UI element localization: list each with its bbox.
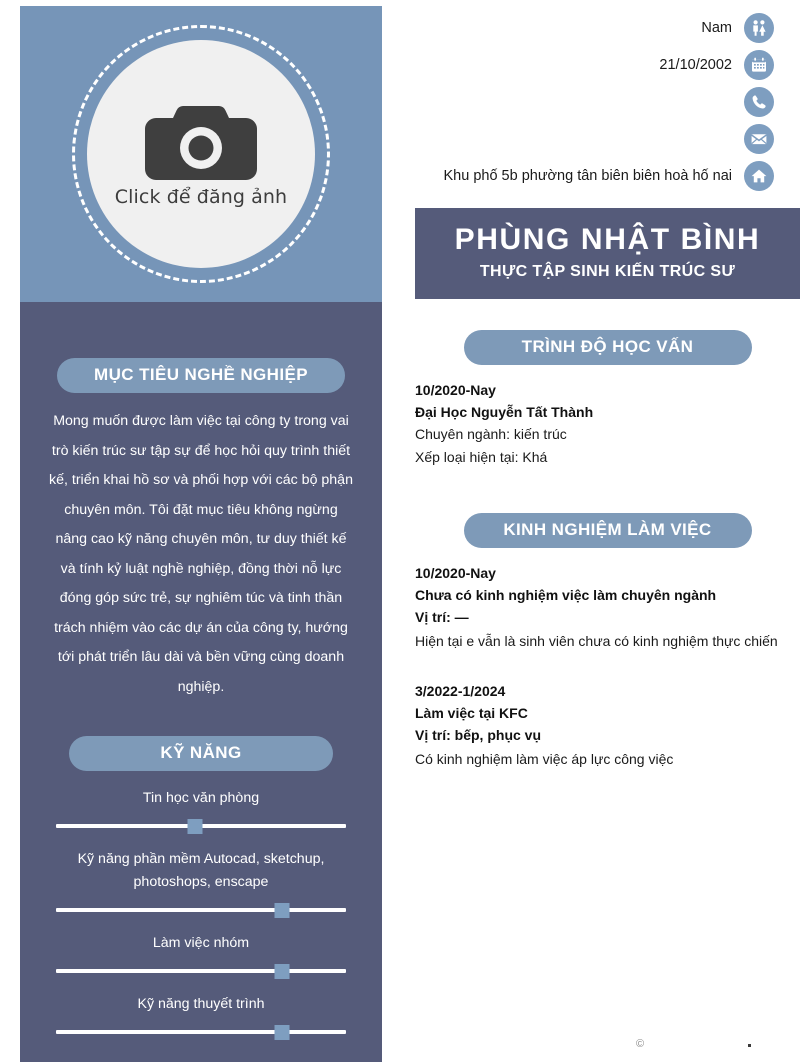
page-title[interactable]: PHÙNG NHẬT BÌNH: [454, 223, 761, 256]
email-icon: [744, 124, 774, 154]
home-icon: [744, 161, 774, 191]
experience-title: Làm việc tại KFC: [415, 705, 528, 721]
footer-dot: [748, 1044, 751, 1047]
slider-track: [56, 969, 346, 973]
skill-item: [38, 787, 364, 836]
experience-entry: [415, 562, 800, 654]
skills-heading: KỸ NĂNG: [69, 736, 333, 771]
skills-list: [38, 787, 364, 1042]
copyright-mark: ©: [636, 1038, 645, 1050]
slider-track: [56, 908, 346, 912]
photo-upload-label: Click để đăng ảnh: [114, 186, 288, 208]
education-school: Đại Học Nguyễn Tất Thành: [415, 404, 594, 420]
contact-row-phone[interactable]: [400, 84, 800, 120]
experience-role: Vị trí: —: [415, 609, 469, 625]
skill-label: Làm việc nhóm: [152, 935, 250, 951]
photo-upload-area[interactable]: [20, 6, 382, 302]
contact-row-address[interactable]: [400, 158, 800, 194]
job-title[interactable]: THỰC TẬP SINH KIẾN TRÚC SƯ: [479, 263, 736, 280]
education-heading: TRÌNH ĐỘ HỌC VẤN: [464, 330, 752, 365]
slider-handle[interactable]: [275, 1025, 290, 1040]
skill-item: [38, 993, 364, 1042]
experience-description: Có kinh nghiệm làm việc áp lực công việc: [415, 751, 674, 767]
skill-label: Kỹ năng thuyết trình: [137, 996, 265, 1012]
skill-label: Kỹ năng phần mềm Autocad, sketchup, photoshops, enscape: [77, 851, 325, 890]
skill-item: [38, 932, 364, 981]
main-column: [400, 0, 800, 1062]
birthdate-value[interactable]: 21/10/2002: [659, 57, 732, 73]
skill-slider[interactable]: [38, 1022, 364, 1042]
experience-description: Hiện tại e vẫn là sinh viên chưa có kinh nghiệm thực chiến: [415, 633, 778, 649]
education-section: [415, 330, 800, 469]
slider-handle[interactable]: [275, 903, 290, 918]
experience-date: 3/2022-1/2024: [415, 683, 506, 699]
photo-placeholder-circle[interactable]: [87, 40, 315, 268]
slider-handle[interactable]: [188, 819, 203, 834]
calendar-icon: [744, 50, 774, 80]
name-block: [415, 208, 800, 299]
gender-icon: [744, 13, 774, 43]
skill-slider[interactable]: [38, 961, 364, 981]
address-value[interactable]: Khu phố 5b phường tân biên biên hoà hố nai: [443, 168, 732, 184]
education-grade: Xếp loại hiện tại: Khá: [415, 449, 548, 465]
sidebar-content: [20, 358, 382, 1042]
contact-row-email[interactable]: [400, 121, 800, 157]
education-date: 10/2020-Nay: [415, 382, 496, 398]
education-entry: [415, 379, 800, 469]
slider-handle[interactable]: [275, 964, 290, 979]
skill-item: [38, 848, 364, 920]
phone-icon: [744, 87, 774, 117]
contact-row-birthdate[interactable]: [400, 47, 800, 83]
skill-slider[interactable]: [38, 816, 364, 836]
experience-section: [415, 513, 800, 772]
education-major: Chuyên ngành: kiến trúc: [415, 426, 567, 442]
sidebar: [20, 6, 382, 1062]
skill-slider[interactable]: [38, 900, 364, 920]
objective-text[interactable]: Mong muốn được làm việc tại công ty trong vai trò kiến trúc sư tập sự để học hỏi quy trình thiết kế, triển khai hồ sơ và phối hợp với các bộ phận chuyên môn. Tôi đặt mục tiêu không ngừng nâng cao kỹ năng chuyên môn, tư duy thiết kế và tính kỷ luật nghề nghiệp, đồng thời nỗ lực đóng góp sức trẻ, sự nghiêm túc và tinh thần trách nhiệm vào các dự án của công ty, hướng tới phát triển lâu dài và bền vững cùng doanh nghiệp.: [49, 413, 353, 695]
gender-value[interactable]: Nam: [701, 20, 732, 36]
camera-icon: [145, 100, 257, 184]
contact-block: [400, 0, 800, 194]
contact-row-gender[interactable]: [400, 10, 800, 46]
skill-label: Tin học văn phòng: [142, 790, 260, 806]
experience-entry: [415, 680, 800, 772]
experience-role: Vị trí: bếp, phục vụ: [415, 727, 542, 743]
slider-track: [56, 1030, 346, 1034]
sections: [415, 330, 800, 772]
experience-heading: KINH NGHIỆM LÀM VIỆC: [464, 513, 752, 548]
experience-date: 10/2020-Nay: [415, 565, 496, 581]
objective-heading: MỤC TIÊU NGHỀ NGHIỆP: [57, 358, 345, 393]
experience-title: Chưa có kinh nghiệm việc làm chuyên ngành: [415, 587, 717, 603]
